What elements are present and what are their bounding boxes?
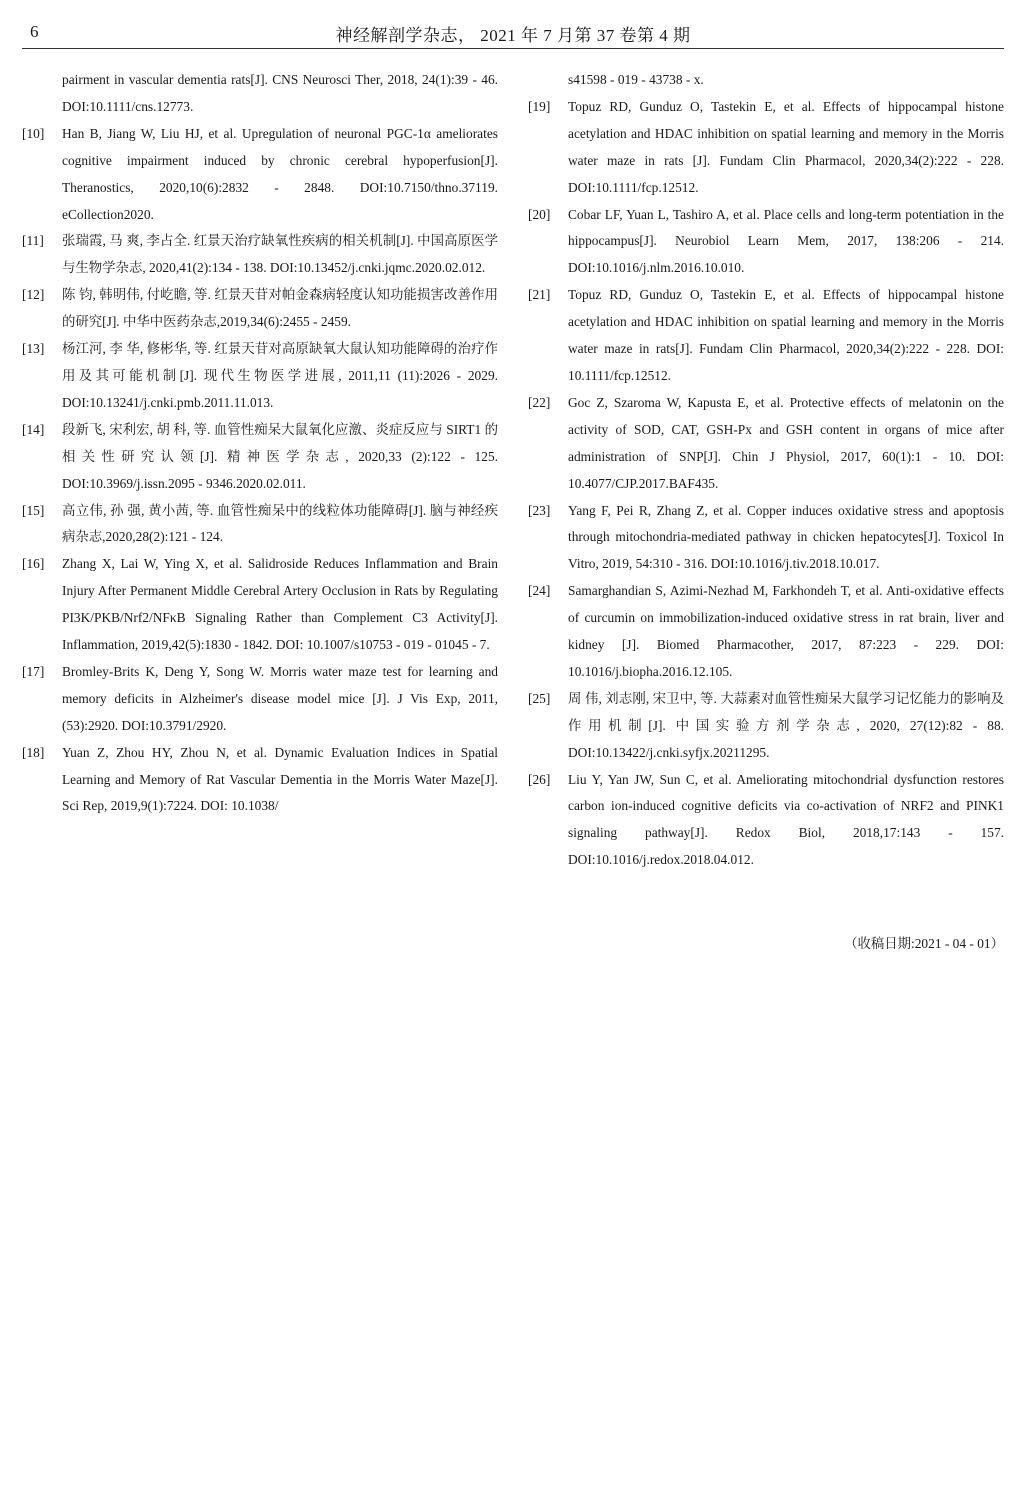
reference-number: [14] <box>22 421 45 437</box>
reference-text: Zhang X, Lai W, Ying X, et al. Salidroside Reduces Inflammation and Brain Injury After Permanent Middle Cerebral Artery Occlusion in Rats by Regulating PI3K/PKB/Nrf2/NFκB Signaling Rather than Complement C3 Activity[J]. Inflammation, 2019,42(5):1830 - 1842. DOI: 10.1007/s10753 - 019 - 01045 - 7. <box>62 556 498 653</box>
reference-number: [17] <box>22 663 45 679</box>
reference-number: [23] <box>528 502 551 518</box>
reference-text: 陈 钧, 韩明伟, 付屹瞻, 等. 红景天苷对帕金森病轻度认知功能损害改善作用的研究[J]. 中华中医药杂志,2019,34(6):2455 - 2459. <box>62 287 498 330</box>
reference-item <box>528 282 1004 390</box>
reference-number: [20] <box>528 206 551 222</box>
reference-number: [16] <box>22 556 45 572</box>
reference-text: Goc Z, Szaroma W, Kapusta E, et al. Protective effects of melatonin on the activity of SOD, CAT, GSH-Px and GSH content in organs of mice after administration of SNP[J]. Chin J Physiol, 2017, 60(1):1 - 10. DOI: 10.4077/CJP.2017.BAF435. <box>568 394 1004 491</box>
reference-item <box>22 740 498 821</box>
reference-item <box>22 551 498 659</box>
reference-item <box>22 67 498 121</box>
reference-item <box>22 336 498 417</box>
reference-text: Samarghandian S, Azimi-Nezhad M, Farkhondeh T, et al. Anti-oxidative effects of curcumin on immobilization-induced oxidative stress in rat brain, liver and kidney [J]. Biomed Pharmacother, 2017, 87:223 - 229. DOI: 10.1016/j.biopha.2016.12.105. <box>568 583 1004 679</box>
journal-title: 神经解剖学杂志， 2021 年 7 月第 37 卷第 4 期 <box>335 26 691 45</box>
reference-number: [22] <box>528 394 551 410</box>
reference-text: Topuz RD, Gunduz O, Tastekin E, et al. Effects of hippocampal histone acetylation and HDAC inhibition on spatial learning and memory in the Morris water maze in rats[J]. Fundam Clin Pharmacol, 2020,34(2):222 - 228. DOI: 10.1111/fcp.12512. <box>568 287 1004 383</box>
reference-text: Bromley-Brits K, Deng Y, Song W. Morris water maze test for learning and memory deficits in Alzheimer's disease model mice [J]. J Vis Exp, 2011,(53):2920. DOI:10.3791/2920. <box>62 663 498 733</box>
reference-number: [21] <box>528 287 551 303</box>
reference-item <box>22 228 498 282</box>
reference-number: [15] <box>22 502 45 518</box>
reference-item <box>528 578 1004 686</box>
right-column <box>528 67 1004 874</box>
left-column <box>22 67 498 820</box>
reference-text: 张瑞霞, 马 爽, 李占全. 红景天治疗缺氧性疾病的相关机制[J]. 中国高原医学与生物学杂志, 2020,41(2):134 - 138. DOI:10.13452/j.cnki.jqmc.2020.02.012. <box>62 233 498 276</box>
reference-text: 段新飞, 宋利宏, 胡 科, 等. 血管性痴呆大鼠氧化应激、炎症反应与 SIRT1 的相关性研究认领[J]. 精神医学杂志, 2020,33 (2):122 - 125. DOI:10.3969/j.issn.2095 - 9346.2020.02.011. <box>62 421 498 491</box>
reference-number: [26] <box>528 771 551 787</box>
reference-text: Cobar LF, Yuan L, Tashiro A, et al. Place cells and long-term potentiation in the hippocampus[J]. Neurobiol Learn Mem, 2017, 138:206 - 214. DOI:10.1016/j.nlm.2016.10.010. <box>568 206 1004 276</box>
reference-text: Liu Y, Yan JW, Sun C, et al. Ameliorating mitochondrial dysfunction restores carbon ion-induced cognitive deficits via co-activation of NRF2 and PINK1 signaling pathway[J]. Redox Biol, 2018,17:143 - 157. DOI:10.1016/j.redox.2018.04.012. <box>568 771 1004 868</box>
page-header <box>22 14 1004 49</box>
reference-item <box>528 94 1004 202</box>
reference-number: [18] <box>22 744 45 760</box>
reference-text: Topuz RD, Gunduz O, Tastekin E, et al. Effects of hippocampal histone acetylation and HDAC inhibition on spatial learning and memory in the Morris water maze in rats [J]. Fundam Clin Pharmacol, 2020,34(2):222 - 228. DOI:10.1111/fcp.12512. <box>568 98 1004 195</box>
reference-item <box>528 390 1004 498</box>
page-number: 6 <box>30 22 39 41</box>
reference-text: Han B, Jiang W, Liu HJ, et al. Upregulation of neuronal PGC-1α ameliorates cognitive impairment induced by chronic cerebral hypoperfusion[J]. Theranostics, 2020,10(6):2832 - 2848. DOI:10.7150/thno.37119. eCollection2020. <box>62 125 498 222</box>
reference-item <box>22 282 498 336</box>
reference-text: 周 伟, 刘志刚, 宋卫中, 等. 大蒜素对血管性痴呆大鼠学习记忆能力的影响及作用机制[J]. 中国实验方剂学杂志, 2020, 27(12):82 - 88. DOI:10.13422/j.cnki.syfjx.20211295. <box>568 690 1004 760</box>
reference-text: Yuan Z, Zhou HY, Zhou N, et al. Dynamic Evaluation Indices in Spatial Learning and Memory of Rat Vascular Dementia in the Morris Water Maze[J]. Sci Rep, 2019,9(1):7224. DOI: 10.1038/ <box>62 744 498 814</box>
reference-number: [25] <box>528 690 551 706</box>
reference-text: 高立伟, 孙 强, 黄小茜, 等. 血管性痴呆中的线粒体功能障碍[J]. 脑与神经疾病杂志,2020,28(2):121 - 124. <box>62 502 498 545</box>
reference-number: [13] <box>22 341 45 357</box>
reference-item <box>22 121 498 229</box>
reference-number: [12] <box>22 287 45 303</box>
reference-text: pairment in vascular dementia rats[J]. CNS Neurosci Ther, 2018, 24(1):39 - 46. DOI:10.1111/cns.12773. <box>62 72 498 114</box>
reference-item <box>22 659 498 740</box>
reference-item <box>22 498 498 552</box>
reference-item <box>528 767 1004 875</box>
reference-item <box>528 686 1004 767</box>
reference-number: [10] <box>22 125 45 141</box>
reference-number: [19] <box>528 98 551 114</box>
reference-item <box>528 67 1004 94</box>
reference-item <box>22 417 498 498</box>
reference-item <box>528 202 1004 283</box>
reference-item <box>528 498 1004 579</box>
reference-text: Yang F, Pei R, Zhang Z, et al. Copper induces oxidative stress and apoptosis through mitochondria-mediated pathway in chicken hepatocytes[J]. Toxicol In Vitro, 2019, 54:310 - 316. DOI:10.1016/j.tiv.2018.10.017. <box>568 502 1004 572</box>
reference-number: [24] <box>528 583 551 599</box>
reference-text: 杨江河, 李 华, 修彬华, 等. 红景天苷对高原缺氧大鼠认知功能障碍的治疗作用及其可能机制[J]. 现代生物医学进展, 2011,11 (11):2026 - 2029. DOI:10.13241/j.cnki.pmb.2011.11.013. <box>62 341 498 410</box>
reference-text: s41598 - 019 - 43738 - x. <box>568 72 704 87</box>
reference-number: [11] <box>22 233 44 249</box>
received-date: （收稿日期:2021 - 04 - 01） <box>844 936 1004 951</box>
